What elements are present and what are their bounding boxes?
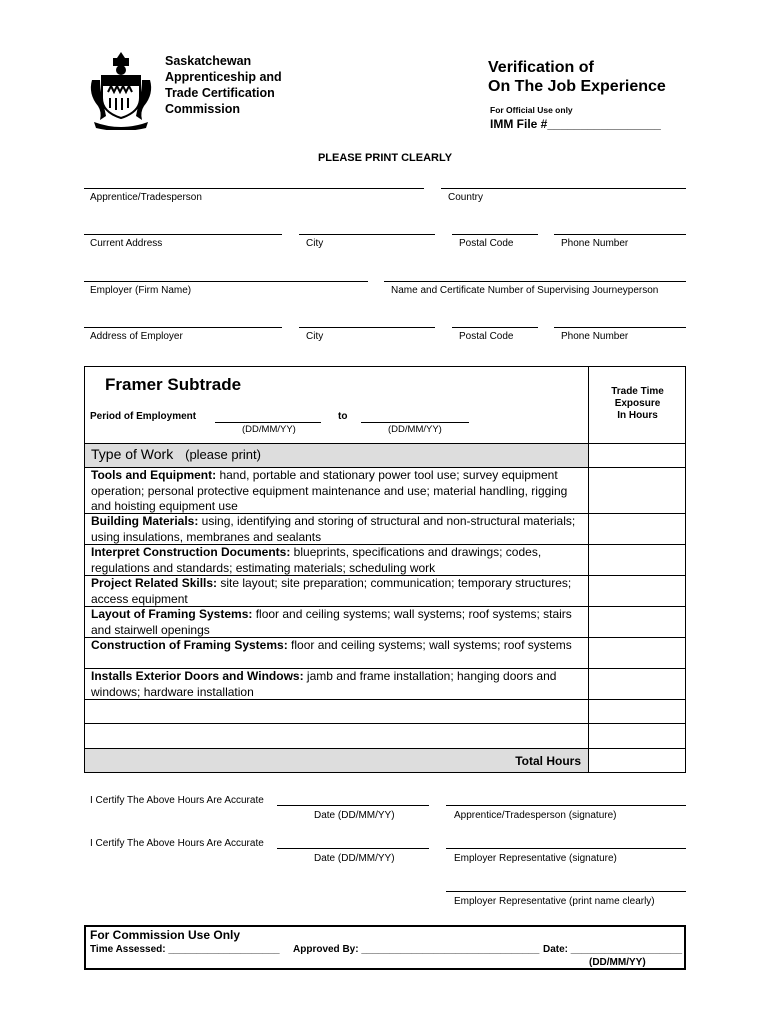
city-label-1: City <box>306 238 324 249</box>
city-input-line-1[interactable] <box>299 234 435 235</box>
postal-code-input-line-2[interactable] <box>452 327 538 328</box>
org-name-line-4: Commission <box>165 102 241 116</box>
total-hours-cell[interactable] <box>589 749 685 772</box>
blank-work-row-2[interactable] <box>85 724 588 748</box>
work-row-title: Interpret Construction Documents: <box>91 545 291 559</box>
country-input-line[interactable] <box>441 188 686 189</box>
hours-cell-building-materials[interactable] <box>589 514 685 544</box>
employer-input-line[interactable] <box>84 281 368 282</box>
period-start-input-line[interactable] <box>215 422 321 423</box>
org-name-line-1: Saskatchewan <box>165 54 252 68</box>
work-row-description: jamb and frame installation; hanging doors and windows; hardware installation <box>91 669 557 699</box>
country-label: Country <box>448 192 484 203</box>
work-row-title: Layout of Framing Systems: <box>91 607 253 621</box>
journeyperson-input-line[interactable] <box>384 281 686 282</box>
imm-file-field[interactable]: IMM File #_________________ <box>490 117 661 131</box>
phone-label-1: Phone Number <box>561 238 629 249</box>
postal-code-label-2: Postal Code <box>459 331 514 342</box>
work-row-description: hand, portable and stationary power tool use; survey equipment operation; personal protective equipment maintenance and use; material handling, rigging and hoisting equipment use <box>91 468 568 513</box>
hours-cell-construction-framing[interactable] <box>589 638 685 668</box>
certify-statement-2: I Certify The Above Hours Are Accurate <box>90 838 264 849</box>
work-row-description: floor and ceiling systems; wall systems; roof systems; stairs and stairwell openings <box>91 607 572 637</box>
org-name-line-3: Trade Certification <box>165 86 275 100</box>
work-row-title: Construction of Framing Systems: <box>91 638 288 652</box>
form-title-line-1: Verification of <box>488 59 594 76</box>
trade-title: Framer Subtrade <box>105 375 242 394</box>
phone-input-line-2[interactable] <box>554 327 686 328</box>
work-row-building-materials <box>91 514 589 545</box>
work-row-description: floor and ceiling systems; wall systems; roof systems <box>287 638 572 652</box>
exposure-header-line-3: In Hours <box>617 410 658 421</box>
city-label-2: City <box>306 331 324 342</box>
hours-cell-layout-framing[interactable] <box>589 607 685 637</box>
certify-date-input-line-1[interactable] <box>277 805 429 806</box>
work-row-construction-documents <box>91 545 589 576</box>
blank-work-row-1[interactable] <box>85 700 588 723</box>
employer-signature-line[interactable] <box>446 848 686 849</box>
period-end-format: (DD/MM/YY) <box>388 424 442 435</box>
certify-date-input-line-2[interactable] <box>277 848 429 849</box>
commission-date-format: (DD/MM/YY) <box>589 957 646 968</box>
phone-input-line-1[interactable] <box>554 234 686 235</box>
phone-label-2: Phone Number <box>561 331 629 342</box>
type-of-work-header <box>91 446 261 462</box>
period-start-format: (DD/MM/YY) <box>242 424 296 435</box>
certify-statement-1: I Certify The Above Hours Are Accurate <box>90 795 264 806</box>
apprentice-input-line[interactable] <box>84 188 424 189</box>
official-use-label: For Official Use only <box>490 105 573 115</box>
work-row-description: site layout; site preparation; communication; temporary structures; access equipment <box>91 576 572 606</box>
work-row-title: Tools and Equipment: <box>91 468 217 482</box>
hours-cell-exterior-doors[interactable] <box>589 669 685 699</box>
hours-cell-construction-documents[interactable] <box>589 545 685 575</box>
employer-address-input-line[interactable] <box>84 327 282 328</box>
commission-crest-logo <box>88 50 154 130</box>
work-row-project-skills <box>91 576 589 607</box>
please-print-note: (please print) <box>185 447 261 462</box>
type-of-work-title: Type of Work <box>91 446 174 462</box>
journeyperson-label: Name and Certificate Number of Supervising Journeyperson <box>391 285 659 296</box>
work-row-tools-equipment <box>91 468 589 515</box>
work-row-title: Building Materials: <box>91 514 199 528</box>
time-assessed-field[interactable]: Time Assessed: ____________________ <box>90 944 280 955</box>
hours-cell-tools-equipment[interactable] <box>589 468 685 513</box>
exposure-header-line-1: Trade Time <box>611 386 664 397</box>
period-of-employment-label: Period of Employment <box>90 411 197 422</box>
work-row-title: Installs Exterior Doors and Windows: <box>91 669 304 683</box>
hours-cell-project-skills[interactable] <box>589 576 685 606</box>
city-input-line-2[interactable] <box>299 327 435 328</box>
employer-print-name-label: Employer Representative (print name clearly) <box>454 896 655 907</box>
apprentice-signature-label: Apprentice/Tradesperson (signature) <box>454 810 617 821</box>
certify-date-label-1: Date (DD/MM/YY) <box>314 810 395 821</box>
commission-date-field[interactable]: Date: ____________________ <box>543 944 683 955</box>
employer-signature-label: Employer Representative (signature) <box>454 853 617 864</box>
work-row-layout-framing <box>91 607 589 638</box>
current-address-input-line[interactable] <box>84 234 282 235</box>
period-to-label: to <box>338 411 348 422</box>
employer-label: Employer (Firm Name) <box>90 285 192 296</box>
postal-code-label-1: Postal Code <box>459 238 514 249</box>
print-clearly-instruction: PLEASE PRINT CLEARLY <box>317 152 453 164</box>
certify-date-label-2: Date (DD/MM/YY) <box>314 853 395 864</box>
exposure-header-line-2: Exposure <box>614 398 661 409</box>
work-row-construction-framing <box>91 638 589 654</box>
employer-print-name-line[interactable] <box>446 891 686 892</box>
work-row-description: blueprints, specifications and drawings; codes, regulations and standards; estimating materials; scheduling work <box>91 545 542 575</box>
work-row-exterior-doors <box>91 669 589 700</box>
org-name-line-2: Apprenticeship and <box>165 70 282 84</box>
form-title-line-2: On The Job Experience <box>488 78 666 95</box>
period-end-input-line[interactable] <box>361 422 469 423</box>
work-row-title: Project Related Skills: <box>91 576 218 590</box>
commission-title: For Commission Use Only <box>90 928 241 942</box>
work-row-description: using, identifying and storing of structural and non-structural materials; using insulations, membranes and sealants <box>91 514 576 544</box>
apprentice-signature-line[interactable] <box>446 805 686 806</box>
table-divider <box>84 443 686 444</box>
current-address-label: Current Address <box>90 238 163 249</box>
total-hours-label: Total Hours <box>515 754 581 768</box>
approved-by-field[interactable]: Approved By: ________________________________ <box>293 944 540 955</box>
apprentice-label: Apprentice/Tradesperson <box>90 192 202 203</box>
postal-code-input-line-1[interactable] <box>452 234 538 235</box>
employer-address-label: Address of Employer <box>90 331 183 342</box>
